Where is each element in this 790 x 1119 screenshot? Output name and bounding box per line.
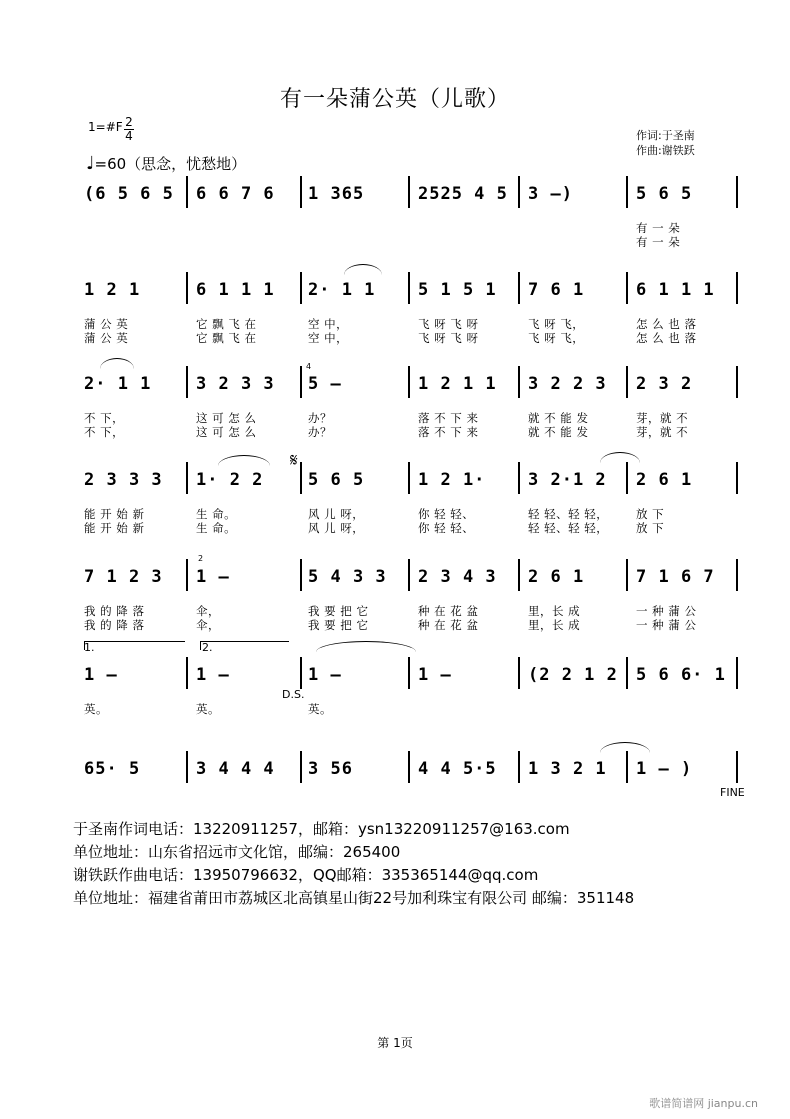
lyric-segment: 芽，就 不 <box>636 425 689 439</box>
lyric-segment: 风 儿 呀， <box>308 507 365 521</box>
lyric-segment: 种 在 花 盆 <box>418 604 479 618</box>
measure: 1 2 1 <box>84 280 141 300</box>
lyric-segment: 英。 <box>84 702 108 716</box>
measure: 2· 1 1 <box>84 374 152 394</box>
slur <box>600 452 640 463</box>
lyric-segment: 蒲 公 英 <box>84 317 129 331</box>
lyric-segment: 一 种 蒲 公 <box>636 618 697 632</box>
bar-line <box>736 272 738 304</box>
bar-line <box>518 272 520 304</box>
measure: 1 – <box>196 567 230 587</box>
note-row <box>78 466 738 494</box>
lyric-segment: 英。 <box>196 702 220 716</box>
bar-line <box>408 751 410 783</box>
slur <box>600 742 650 753</box>
lyric-segment: 飞 呀 飞， <box>528 331 585 345</box>
measure: (2 2 1 2 <box>528 665 618 685</box>
page-title: 有一朵蒲公英（儿歌） <box>279 87 510 112</box>
lyric-segment: 怎 么 也 落 <box>636 331 697 345</box>
lyric-segment: 种 在 花 盆 <box>418 618 479 632</box>
footer-line-2: 单位地址：山东省招远市文化馆，邮编：265400 <box>73 843 401 861</box>
measure: 2 6 1 <box>528 567 585 587</box>
measure: 3 –) <box>528 184 573 204</box>
bar-line <box>408 657 410 689</box>
bar-line <box>408 462 410 494</box>
lyric-segment: 怎 么 也 落 <box>636 317 697 331</box>
lyric-segment: 生 命。 <box>196 507 237 521</box>
lyric-segment: 办？ <box>308 411 332 425</box>
bar-line <box>408 176 410 208</box>
lyric-segment: 你 轻 轻、 <box>418 507 475 521</box>
tempo-marking <box>86 153 246 174</box>
bar-line <box>736 559 738 591</box>
segno-icon: 𝄋 <box>290 450 298 471</box>
bar-line <box>736 751 738 783</box>
measure: (6 5 6 5 <box>84 184 174 204</box>
credits <box>636 128 695 158</box>
lyric-segment: 芽，就 不 <box>636 411 689 425</box>
bar-line <box>408 366 410 398</box>
measure: 6 6 7 6 <box>196 184 275 204</box>
lyric-segment: 轻 轻、轻 轻， <box>528 507 609 521</box>
watermark: 歌谱简谱网 jianpu.cn <box>649 1097 758 1110</box>
bar-line <box>518 559 520 591</box>
page-number: 第 1页 <box>377 1036 413 1050</box>
finger-4: 4 <box>306 362 312 371</box>
contact-info <box>73 818 634 910</box>
note-row <box>78 370 738 398</box>
tempo-text: =60（思念，忧愁地） <box>94 155 247 173</box>
bar-line <box>518 751 520 783</box>
volta-1: 1. <box>84 641 95 654</box>
bar-line <box>626 751 628 783</box>
lyric-segment: 伞， <box>196 604 220 618</box>
lyric-segment: 风 儿 呀， <box>308 521 365 535</box>
lyric-segment: 飞 呀 飞 呀 <box>418 331 479 345</box>
lyric-segment: 飞 呀 飞， <box>528 317 585 331</box>
measure: 3 56 <box>308 759 353 779</box>
measure: 1 – <box>308 665 342 685</box>
bar-line <box>626 176 628 208</box>
bar-line <box>186 176 188 208</box>
measure: 7 6 1 <box>528 280 585 300</box>
lyric-segment: 这 可 怎 么 <box>196 411 257 425</box>
lyric-segment: 它 飘 飞 在 <box>196 317 257 331</box>
key-label: 1=#F <box>88 120 123 134</box>
time-sig-bottom: 4 <box>125 129 133 143</box>
slur <box>344 264 382 275</box>
measure: 6 1 1 1 <box>636 280 715 300</box>
measure: 4 4 5·5 <box>418 759 497 779</box>
lyric-segment: 不 下， <box>84 425 125 439</box>
lyric-segment: 能 开 始 新 <box>84 507 145 521</box>
lyric-segment: 我 要 把 它 <box>308 618 369 632</box>
measure: 65· 5 <box>84 759 141 779</box>
measure: 1 – <box>196 665 230 685</box>
lyric-segment: 不 下， <box>84 411 125 425</box>
bar-line <box>626 462 628 494</box>
lyric-segment: 它 飘 飞 在 <box>196 331 257 345</box>
measure: 1· 2 2 <box>196 470 264 490</box>
measure: 1 365 <box>308 184 365 204</box>
bar-line <box>518 657 520 689</box>
lyric-segment: 放 下 <box>636 521 665 535</box>
bar-line <box>736 657 738 689</box>
bar-line <box>186 751 188 783</box>
bar-line <box>186 657 188 689</box>
bar-line <box>300 176 302 208</box>
quarter-note-icon: ♩ <box>86 153 95 174</box>
slur <box>316 641 416 652</box>
bar-line <box>518 176 520 208</box>
measure: 2· 1 1 <box>308 280 376 300</box>
footer-line-1: 于圣南作词电话：13220911257，邮箱：ysn13220911257@163.com <box>73 820 570 838</box>
lyric-segment: 我 的 降 落 <box>84 604 145 618</box>
bar-line <box>186 462 188 494</box>
bar-line <box>300 272 302 304</box>
lyric-segment: 英。 <box>308 702 332 716</box>
bar-line <box>408 559 410 591</box>
time-sig-top: 2 <box>125 115 133 129</box>
lyric-segment: 空 中， <box>308 317 349 331</box>
lyric-segment: 落 不 下 来 <box>418 411 479 425</box>
measure: 2 3 3 3 <box>84 470 163 490</box>
bar-line <box>186 559 188 591</box>
lyric-segment: 就 不 能 发 <box>528 411 589 425</box>
lyric-segment: 能 开 始 新 <box>84 521 145 535</box>
measure: 1 – <box>418 665 452 685</box>
measure: 3 2·1 2 <box>528 470 607 490</box>
lyric-segment: 我 的 降 落 <box>84 618 145 632</box>
bar-line <box>186 366 188 398</box>
bar-line <box>186 272 188 304</box>
lyric-segment: 有 一 朵 <box>636 221 681 235</box>
measure: 1 3 2 1 <box>528 759 607 779</box>
bar-line <box>626 366 628 398</box>
measure: 6 1 1 1 <box>196 280 275 300</box>
bar-line <box>626 559 628 591</box>
bar-line <box>408 272 410 304</box>
lyric-segment: 飞 呀 飞 呀 <box>418 317 479 331</box>
measure: 7 1 2 3 <box>84 567 163 587</box>
key-signature <box>88 120 123 134</box>
lyric-segment: 伞， <box>196 618 220 632</box>
footer-line-3: 谢铁跃作曲电话：13950796632，QQ邮箱：335365144@qq.com <box>73 866 539 884</box>
measure: 1 2 1 1 <box>418 374 497 394</box>
measure: 1 – <box>84 665 118 685</box>
measure: 3 2 2 3 <box>528 374 607 394</box>
composer: 作曲:谢铁跃 <box>636 144 695 157</box>
measure: 5 6 6· 1 <box>636 665 726 685</box>
finger-2: 2 <box>198 554 204 563</box>
measure: 7 1 6 7 <box>636 567 715 587</box>
fine-marking: FINE <box>720 786 745 799</box>
lyric-segment: 里，长 成 <box>528 618 581 632</box>
bar-line <box>736 366 738 398</box>
measure: 3 2 3 3 <box>196 374 275 394</box>
lyric-segment: 就 不 能 发 <box>528 425 589 439</box>
note-row <box>78 180 738 208</box>
bar-line <box>300 559 302 591</box>
measure: 3 4 4 4 <box>196 759 275 779</box>
bar-line <box>300 462 302 494</box>
time-signature <box>124 116 134 143</box>
measure: 5 1 5 1 <box>418 280 497 300</box>
lyric-segment: 这 可 怎 么 <box>196 425 257 439</box>
measure: 2525 4 5 <box>418 184 508 204</box>
measure: 2 3 2 <box>636 374 693 394</box>
measure: 5 6 5 <box>636 184 693 204</box>
volta-bracket <box>84 641 185 650</box>
bar-line <box>300 366 302 398</box>
bar-line <box>518 366 520 398</box>
measure: 1 – ) <box>636 759 693 779</box>
slur <box>100 358 134 369</box>
bar-line <box>300 751 302 783</box>
lyric-segment: 落 不 下 来 <box>418 425 479 439</box>
lyric-segment: 你 轻 轻、 <box>418 521 475 535</box>
measure: 5 6 5 <box>308 470 365 490</box>
lyric-segment: 蒲 公 英 <box>84 331 129 345</box>
bar-line <box>626 657 628 689</box>
note-row <box>78 276 738 304</box>
measure: 2 3 4 3 <box>418 567 497 587</box>
slur <box>218 455 270 466</box>
lyric-segment: 轻 轻、轻 轻， <box>528 521 609 535</box>
measure: 2 6 1 <box>636 470 693 490</box>
lyric-segment: 我 要 把 它 <box>308 604 369 618</box>
lyricist: 作词:于圣南 <box>636 129 695 142</box>
bar-line <box>626 272 628 304</box>
note-row <box>78 755 738 783</box>
measure: 5 – <box>308 374 342 394</box>
note-row <box>78 661 738 689</box>
volta-2: 2. <box>202 641 213 654</box>
measure: 1 2 1· <box>418 470 486 490</box>
volta-bracket <box>200 641 289 650</box>
lyric-segment: 空 中， <box>308 331 349 345</box>
note-row <box>78 563 738 591</box>
lyric-segment: 放 下 <box>636 507 665 521</box>
lyric-segment: 生 命。 <box>196 521 237 535</box>
bar-line <box>736 176 738 208</box>
footer-line-4: 单位地址：福建省莆田市荔城区北高镇星山街22号加利珠宝有限公司 邮编：351148 <box>73 889 635 907</box>
bar-line <box>518 462 520 494</box>
measure: 5 4 3 3 <box>308 567 387 587</box>
bar-line <box>300 657 302 689</box>
lyric-segment: 里，长 成 <box>528 604 581 618</box>
lyric-segment: 办？ <box>308 425 332 439</box>
ds-marking: D.S. <box>282 688 305 701</box>
lyric-segment: 一 种 蒲 公 <box>636 604 697 618</box>
bar-line <box>736 462 738 494</box>
lyric-segment: 有 一 朵 <box>636 235 681 249</box>
